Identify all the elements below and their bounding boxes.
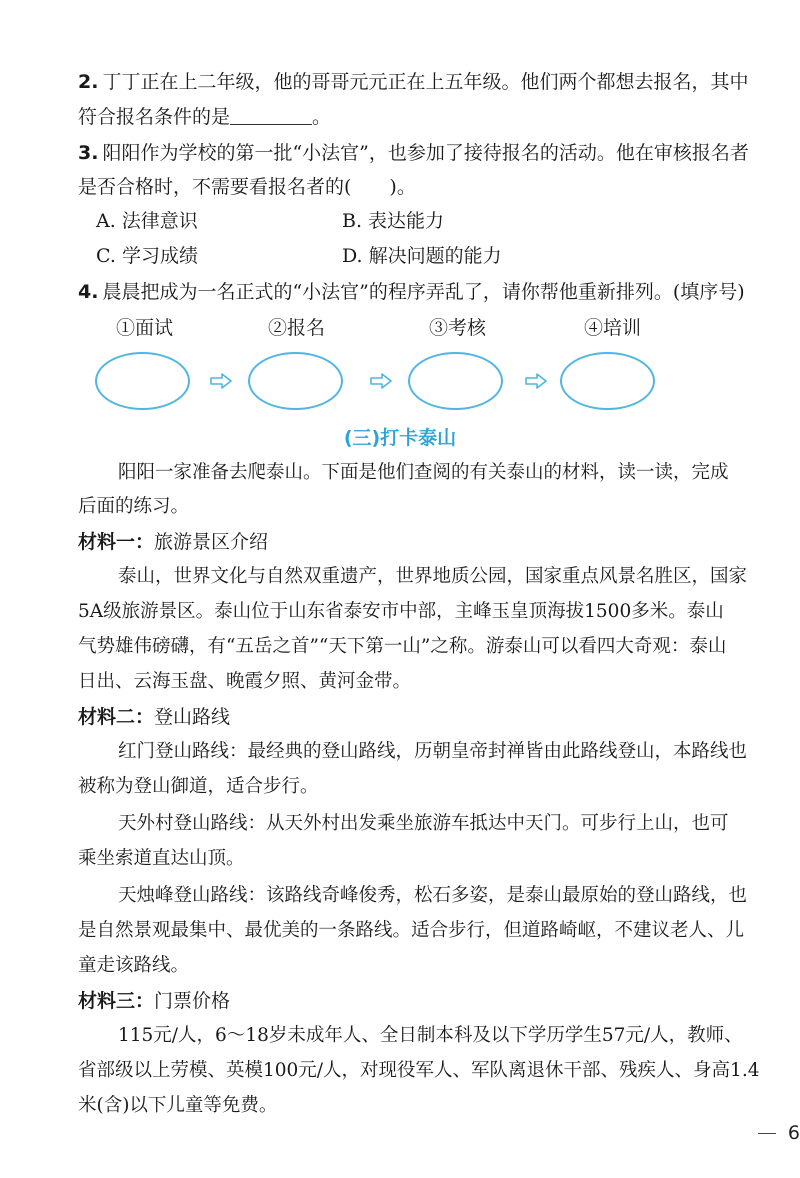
question-3-line-1 [78, 141, 793, 165]
material-3-name: 门票价格 [154, 990, 231, 1012]
question-2-line-1 [78, 70, 793, 94]
material-1-line: 日出、云海玉盘、晚霞夕照、黄河金带。 [78, 671, 412, 692]
material-2-line: 天烛峰登山路线：该路线奇峰俊秀，松石多姿，是泰山最原始的登山路线，也 [118, 885, 748, 906]
material-3-label: 材料三： [78, 990, 155, 1012]
material-2-heading [78, 705, 793, 729]
material-1-line: 气势雄伟磅礴，有“五岳之首”“天下第一山”之称。游泰山可以看四大奇观：泰山 [78, 636, 727, 657]
page-number-value: 6 [787, 1122, 800, 1144]
material-1-heading [78, 530, 793, 554]
question-2-text-1: 丁丁正在上二年级，他的哥哥元元正在上五年级。他们两个都想去报名，其中 [102, 71, 749, 93]
material-3-line: 米(含)以下儿童等免费。 [78, 1095, 278, 1116]
question-2-answer-blank[interactable] [230, 106, 312, 125]
question-2-line-2 [78, 105, 793, 129]
material-2-label: 材料二： [78, 706, 155, 728]
option-c[interactable]: C. 学习成绩 [96, 245, 198, 267]
material-3-line: 省部级以上劳模、英模100元/人，对现役军人、军队离退休干部、残疾人、身高1.4 [78, 1060, 760, 1081]
page-number [758, 1122, 800, 1144]
question-2-number: 2. [78, 71, 99, 93]
question-2-text-2-end: 。 [312, 106, 332, 128]
answer-oval-1[interactable] [95, 352, 190, 410]
question-3-line-2 [78, 175, 793, 199]
option-d[interactable]: D. 解决问题的能力 [342, 245, 502, 267]
material-2-name: 登山路线 [154, 706, 231, 728]
question-3-number: 3. [78, 142, 99, 164]
option-b[interactable]: B. 表达能力 [342, 210, 445, 232]
arrow-right-icon [370, 373, 392, 389]
question-4-number: 4. [78, 281, 99, 303]
material-2-line: 被称为登山御道，适合步行。 [78, 776, 319, 797]
step-label-assessment: ③考核 [429, 317, 487, 339]
answer-oval-4[interactable] [560, 352, 655, 410]
step-label-training: ④培训 [584, 317, 642, 339]
material-1-name: 旅游景区介绍 [154, 531, 269, 553]
answer-oval-3[interactable] [408, 352, 503, 410]
material-2-line: 红门登山路线：最经典的登山路线，历朝皇帝封禅皆由此路线登山，本路线也 [118, 741, 748, 762]
option-a[interactable]: A. 法律意识 [96, 210, 198, 232]
question-4-line-1 [78, 280, 793, 304]
page-number-dash [758, 1133, 776, 1134]
question-3-text-2: 是否合格时，不需要看报名者的( )。 [78, 176, 416, 198]
material-2-line: 童走该路线。 [78, 955, 190, 976]
step-label-register: ②报名 [268, 317, 326, 339]
arrow-right-icon [525, 373, 547, 389]
section-title: (三)打卡泰山 [343, 427, 457, 449]
section-intro-line-1: 阳阳一家准备去爬泰山。下面是他们查阅的有关泰山的材料，读一读，完成 [118, 462, 729, 483]
material-2-line: 乘坐索道直达山顶。 [78, 848, 245, 869]
material-1-line: 泰山，世界文化与自然双重遗产，世界地质公园，国家重点风景名胜区，国家 [118, 566, 748, 587]
question-4-text-1: 晨晨把成为一名正式的“小法官”的程序弄乱了，请你帮他重新排列。(填序号) [102, 281, 745, 303]
material-3-line: 115元/人，6～18岁未成年人、全日制本科及以下学历学生57元/人，教师、 [118, 1025, 743, 1046]
arrow-right-icon [210, 373, 232, 389]
material-1-line: 5A级旅游景区。泰山位于山东省泰安市中部，主峰玉皇顶海拔1500多米。泰山 [78, 601, 724, 622]
material-1-label: 材料一： [78, 531, 155, 553]
question-2-text-2: 符合报名条件的是 [78, 106, 231, 128]
answer-oval-2[interactable] [248, 352, 343, 410]
question-3-text-1: 阳阳作为学校的第一批“小法官”，也参加了接待报名的活动。他在审核报名者 [102, 142, 749, 164]
material-3-heading [78, 989, 793, 1013]
material-2-line: 是自然景观最集中、最优美的一条路线。适合步行，但道路崎岖，不建议老人、儿 [78, 920, 745, 941]
section-intro-line-2: 后面的练习。 [78, 496, 190, 517]
step-label-interview: ①面试 [116, 317, 174, 339]
material-2-line: 天外村登山路线：从天外村出发乘坐旅游车抵达中天门。可步行上山，也可 [118, 813, 729, 834]
